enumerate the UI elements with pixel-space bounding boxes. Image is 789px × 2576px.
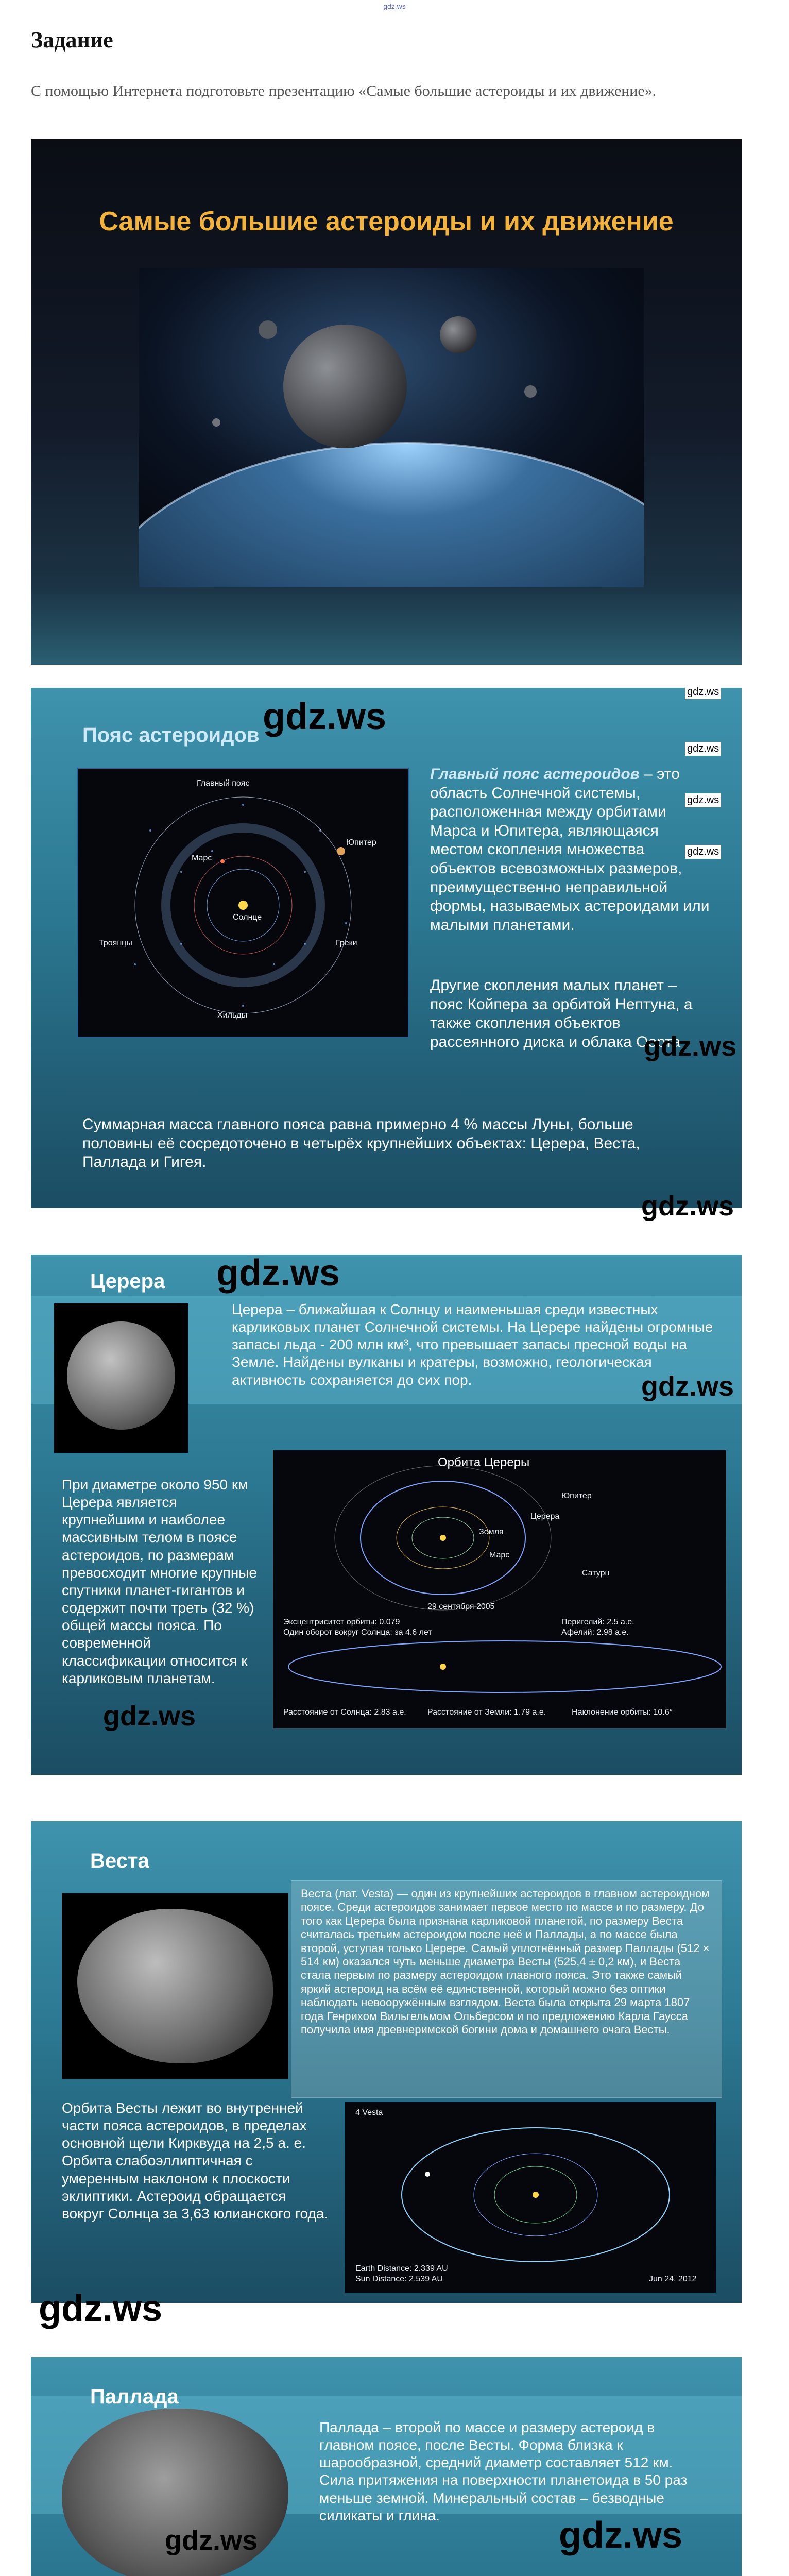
slide-title (31, 139, 742, 665)
vesta-image (62, 1893, 288, 2079)
ceres-orbit-info1: Эксцентриситет орбиты: 0.079 (283, 1618, 400, 1626)
page-heading: Задание (31, 27, 113, 53)
task-text: С помощью Интернета подготовьте презентацию «Самые большие астероиды и их движение». (31, 82, 657, 99)
ceres-desc: Церера – ближайшая к Солнцу и наименьшая среди известных карликовых планет Солнечной системы. На Церере найдены огромные запасы льда - 200 млн км³, что превышает запасы пресной воды на Земле. Найдены вулканы и кратеры, возможно, геологическая активность сохраняется до сих пор. (232, 1301, 713, 1388)
belt-label-hildas: Хильды (217, 1011, 248, 1020)
wm-small-3: gdz.ws (685, 793, 721, 807)
slide-ceres (31, 1255, 742, 1775)
belt-label-jupiter: Юпитер (346, 838, 376, 847)
ceres-orbit-info3: Перигелий: 2.5 а.е. (561, 1618, 634, 1626)
slide-1-title: Самые большие астероиды и их движение (99, 207, 674, 236)
wm-slide3-title: gdz.ws (216, 1252, 340, 1294)
wm-slide5-image: gdz.ws (165, 2525, 258, 2556)
asteroid-belt-desc (430, 765, 711, 935)
wm-small-4: gdz.ws (685, 845, 721, 859)
ceres-orbit-info4: Афелий: 2.98 а.е. (561, 1628, 629, 1637)
pallas-desc: Паллада – второй по массе и размеру астероид в главном поясе, после Весты. Форма близка к шарообразной, средний диаметр составляет 512 км. Сила притяжения на поверхности планетоида в 50 раз меньше земной. Минеральный состав – безводные силикаты и глина. (319, 2419, 688, 2523)
ceres-left-text: При диаметре около 950 км Церера является крупнейшим и наиболее массивным телом в поясе астероидов, по размерам превосходит многие крупные спутники планет-гигантов и содержит почти треть (32 %) общей массы пояса. По современной классификации относится к карликовым планетам. (62, 1477, 257, 1686)
wm-slide2-right: gdz.ws (644, 1031, 737, 1062)
belt-label-mars: Марс (192, 854, 212, 862)
ceres-planet-mars: Марс (489, 1551, 510, 1560)
ceres-planet-jupiter: Юпитер (561, 1492, 592, 1500)
asteroid-belt-desc-text: – это область Солнечной системы, расположенная между орбитами Марса и Юпитера, являющаяся местом скопления множества объектов всевозможных размеров, преимущественно неправильной формы, называемых астероидами или малыми планетами. (430, 766, 710, 934)
belt-label-trojans: Троянцы (99, 939, 132, 947)
slide-2-title: Пояс астероидов (82, 724, 260, 747)
asteroid-belt-desc2: Другие скопления малых планет – пояс Койпера за орбитой Нептуна, а также скопления объектов рассеянного диска и облака Оорта (430, 977, 693, 1050)
ceres-planet-earth: Земля (479, 1528, 504, 1536)
belt-label-main: Главный пояс (197, 779, 250, 788)
ceres-orbit-date: 29 сентября 2005 (427, 1602, 495, 1611)
slide-asteroid-belt (31, 688, 742, 1208)
vesta-orbit-label: 4 Vesta (355, 2108, 383, 2117)
slide-3-title: Церера (90, 1270, 165, 1293)
ceres-planet-ceres: Церера (530, 1512, 560, 1521)
ceres-orbit-foot1: Расстояние от Солнца: 2.83 а.е. (283, 1708, 406, 1717)
ceres-orbit-info2: Один оборот вокруг Солнца: за 4.6 лет (283, 1628, 432, 1637)
asteroid-belt-bottom: Суммарная масса главного пояса равна примерно 4 % массы Луны, больше половины её сосредоточено в четырёх крупнейших объектах: Церера, Веста, Паллада и Гигея. (82, 1116, 640, 1171)
planet-collision-image (139, 268, 644, 587)
wm-slide3-right: gdz.ws (641, 1371, 734, 1402)
vesta-orbit-foot1: Earth Distance: 2.339 AU (355, 2264, 448, 2273)
wm-slide2-bottom: gdz.ws (641, 1191, 734, 1222)
wm-slide4-left: gdz.ws (39, 2288, 163, 2329)
top-note[interactable]: gdz.ws (383, 2, 406, 10)
slide-vesta (31, 1821, 742, 2303)
wm-slide2-title: gdz.ws (263, 696, 387, 737)
vesta-orbit-date: Jun 24, 2012 (649, 2275, 697, 2283)
belt-label-sun: Солнце (233, 913, 262, 922)
slide-4-title: Веста (90, 1850, 149, 1872)
ceres-image (54, 1303, 188, 1453)
ceres-orbit-diagram (273, 1450, 726, 1728)
wm-small-1: gdz.ws (685, 685, 721, 699)
ceres-orbit-foot3: Наклонение орбиты: 10.6° (572, 1708, 673, 1717)
slide-5-title: Паллада (90, 2385, 179, 2408)
belt-label-greeks: Греки (336, 939, 357, 947)
ceres-planet-saturn: Сатурн (582, 1569, 610, 1578)
vesta-desc: Веста (лат. Vesta) — один из крупнейших астероидов в главном астероидном поясе. Среди астероидов занимает первое место по массе и по размеру. До того как Церера была признана карликовой планетой, по размеру Веста считалась третьим астероидом после неё и Паллады, а по массе была второй, уступая только Церере. Самый уплотнённый размер Паллады (512 × 514 км) оказался чуть меньше диаметра Весты (525,4 ± 0,2 км), и Веста стала первым по размеру астероидом главного пояса. Это также самый яркий астероид на всём её единственной, который можно без оптики наблюдать невооружённым взглядом. Веста была открыта 29 марта 1807 года Генрихом Вильгельмом Ольберсом и по предложению Карла Гаусса получила имя древнеримской богини дома и домашнего очага Весты. (301, 1887, 710, 2036)
asteroid-belt-lead: Главный пояс астероидов (430, 766, 640, 783)
vesta-orbit-diagram (345, 2102, 716, 2293)
wm-small-2: gdz.ws (685, 742, 721, 756)
ceres-orbit-foot2: Расстояние от Земли: 1.79 а.е. (427, 1708, 546, 1717)
vesta-orbit-foot2: Sun Distance: 2.539 AU (355, 2275, 443, 2283)
ceres-orbit-title: Орбита Цереры (438, 1455, 530, 1469)
vesta-desc-panel (291, 1880, 722, 2098)
asteroid-belt-diagram (77, 768, 409, 1038)
vesta-left-text: Орбита Весты лежит во внутренней части пояса астероидов, в пределах основной щели Кирквуда на 2,5 а. е. Орбита слабоэллиптичная с умеренным наклоном к плоскости эклиптики. Астероид обращается вокруг Солнца за 3,63 юлианского года. (62, 2100, 329, 2222)
wm-slide5-right: gdz.ws (559, 2515, 683, 2556)
wm-slide3-left: gdz.ws (103, 1701, 196, 1732)
